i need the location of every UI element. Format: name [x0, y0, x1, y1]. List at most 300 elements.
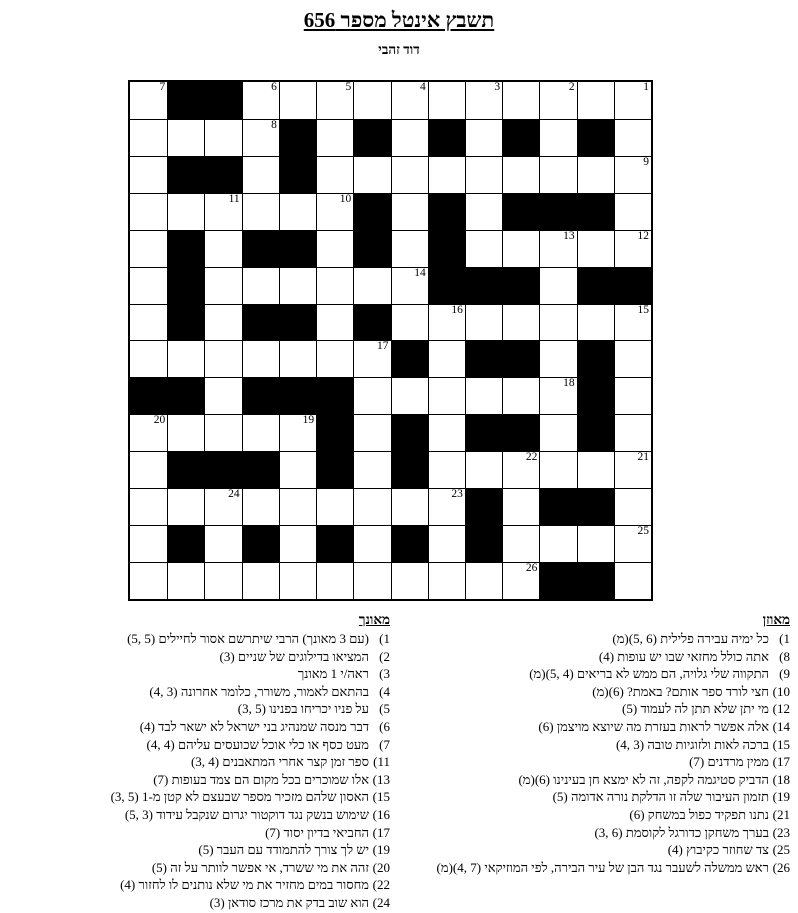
grid-cell[interactable] — [242, 193, 279, 230]
grid-cell[interactable] — [204, 377, 241, 414]
down-clues-column — [0, 611, 390, 912]
clue-text: (עם 3 מאונך) הרבי שיתרשם אסור לחיילים — [158, 631, 369, 646]
clue-text: אלו שמוכרים בכל מקום הם צמד בעופות — [171, 771, 369, 787]
page-author: דוד זהבי — [378, 42, 420, 57]
grid-cell[interactable] — [279, 267, 316, 304]
grid-cell[interactable] — [539, 230, 576, 267]
grid-cell-black — [353, 230, 390, 267]
grid-cell[interactable] — [391, 304, 428, 341]
grid-cell[interactable] — [539, 156, 576, 193]
grid-cell[interactable] — [316, 340, 353, 377]
page-title: תשבץ אינטל מספר 656 — [303, 8, 495, 32]
grid-cell[interactable] — [353, 525, 390, 562]
clue-lengths: (5) — [151, 859, 168, 875]
clue-number: 1) — [779, 631, 790, 646]
grid-cell[interactable] — [502, 377, 539, 414]
clue-lengths: (3, 5) — [237, 701, 266, 717]
grid-cell[interactable] — [614, 488, 651, 525]
grid-cell[interactable] — [428, 414, 465, 451]
grid-cell-black — [391, 414, 428, 451]
grid-cell[interactable] — [242, 562, 279, 599]
grid-cell[interactable] — [465, 230, 502, 267]
grid-cell[interactable] — [614, 340, 651, 377]
grid-cell-black — [577, 488, 614, 525]
grid-cell[interactable] — [279, 525, 316, 562]
grid-cell[interactable] — [204, 340, 241, 377]
grid-cell[interactable] — [242, 119, 279, 156]
grid-cell-black — [167, 82, 204, 119]
grid-cell[interactable] — [353, 340, 390, 377]
across-clue-list — [398, 630, 790, 876]
grid-cell[interactable] — [614, 304, 651, 341]
grid-cell[interactable] — [279, 451, 316, 488]
grid-cell[interactable] — [465, 193, 502, 230]
grid-cell[interactable] — [279, 488, 316, 525]
grid-cell[interactable] — [204, 414, 241, 451]
grid-cell[interactable] — [465, 82, 502, 119]
grid-cell[interactable] — [539, 82, 576, 119]
grid-cell[interactable] — [502, 304, 539, 341]
clue-down-4 — [0, 683, 390, 701]
grid-cell[interactable] — [204, 304, 241, 341]
clue-text: ברכה לאות ולזוגיות טובה — [647, 736, 769, 752]
grid-cell[interactable] — [316, 267, 353, 304]
grid-cell[interactable] — [316, 82, 353, 119]
grid-cell-black — [577, 193, 614, 230]
grid-cell[interactable] — [539, 304, 576, 341]
grid-cell[interactable] — [167, 193, 204, 230]
grid-cell[interactable] — [130, 82, 167, 119]
clue-number: 18) — [772, 771, 790, 787]
grid-cell[interactable] — [391, 156, 428, 193]
grid-cell[interactable] — [391, 119, 428, 156]
grid-cell[interactable] — [391, 230, 428, 267]
grid-cell-black — [465, 525, 502, 562]
clue-lengths: (4, 3) — [149, 683, 178, 699]
grid-cell[interactable] — [391, 267, 428, 304]
grid-cell[interactable] — [428, 451, 465, 488]
clue-number: 22) — [372, 877, 390, 893]
grid-cell-black — [577, 377, 614, 414]
clue-marker: (מ) — [529, 666, 546, 682]
grid-cell-black — [242, 525, 279, 562]
grid-cell[interactable] — [242, 414, 279, 451]
clue-lengths: (7) — [689, 754, 705, 770]
clue-number: 25) — [772, 842, 790, 858]
clue-number: 4) — [379, 683, 390, 699]
grid-cell[interactable] — [428, 377, 465, 414]
grid-cell[interactable] — [204, 119, 241, 156]
clue-marker: (מ) — [592, 683, 609, 699]
clue-number: 8) — [779, 648, 790, 664]
clue-number: 19) — [372, 842, 390, 858]
grid-cell-black — [465, 414, 502, 451]
clue-down-24 — [0, 894, 390, 912]
clue-text: על פניו יכריחו בפנינו — [269, 701, 369, 717]
grid-cell-black — [391, 451, 428, 488]
grid-cell-black — [279, 304, 316, 341]
cell-number: 16 — [451, 303, 463, 316]
grid-cell-black — [316, 525, 353, 562]
clue-lengths: (5, 5) — [127, 631, 156, 646]
grid-cell[interactable] — [353, 156, 390, 193]
clue-number: 5) — [379, 701, 390, 717]
clue-marker: (מ) — [436, 859, 453, 875]
grid-cell[interactable] — [316, 156, 353, 193]
grid-cell[interactable] — [130, 304, 167, 341]
clue-lengths: (3) — [209, 894, 225, 910]
grid-cell[interactable] — [204, 525, 241, 562]
grid-cell-black — [242, 304, 279, 341]
clue-lengths: (4, 3) — [615, 736, 645, 752]
grid-cell-black — [428, 230, 465, 267]
grid-cell[interactable] — [130, 119, 167, 156]
clue-down-22 — [0, 876, 390, 894]
grid-cell[interactable] — [130, 156, 167, 193]
grid-cell[interactable] — [279, 562, 316, 599]
grid-cell[interactable] — [167, 340, 204, 377]
clue-number: 15) — [372, 789, 390, 805]
clue-lengths: (3, 4) — [190, 754, 220, 770]
grid-cell[interactable] — [391, 193, 428, 230]
grid-cell[interactable] — [130, 488, 167, 525]
grid-cell-black — [204, 82, 241, 119]
grid-cell[interactable] — [539, 377, 576, 414]
grid-cell-black — [279, 230, 316, 267]
grid-cell-black — [502, 267, 539, 304]
clue-down-2 — [0, 648, 390, 666]
grid-cell[interactable] — [242, 267, 279, 304]
clue-text: זהה את מי ששרד, אי אפשר לוותר על זה — [170, 859, 369, 875]
grid-cell-black — [502, 119, 539, 156]
clue-text: בהתאם לאמור, משורר, כלומר אחרונה — [180, 683, 369, 699]
grid-cell-black — [316, 451, 353, 488]
clue-across-23 — [398, 824, 790, 842]
clue-lengths: (3, 6) — [594, 824, 623, 840]
grid-cell[interactable] — [465, 156, 502, 193]
grid-cell[interactable] — [539, 340, 576, 377]
grid-cell[interactable] — [316, 488, 353, 525]
grid-cell[interactable] — [130, 230, 167, 267]
grid-cell[interactable] — [204, 230, 241, 267]
grid-cell[interactable] — [130, 562, 167, 599]
grid-cell[interactable] — [279, 82, 316, 119]
clue-number: 17) — [372, 824, 390, 840]
grid-cell[interactable] — [130, 414, 167, 451]
grid-cell[interactable] — [204, 562, 241, 599]
grid-cell-black — [130, 377, 167, 414]
clue-lengths: (5, 4) — [545, 666, 574, 682]
clue-number: 3) — [379, 666, 390, 682]
clue-number: 7) — [379, 736, 390, 752]
grid-cell[interactable] — [316, 230, 353, 267]
grid-cell[interactable] — [428, 156, 465, 193]
grid-cell[interactable] — [316, 119, 353, 156]
clue-text: האסון שלהם מזכיר מספר שבעצם לא קטן מ-1 — [141, 789, 369, 805]
clue-text: אתה כולל מחזאי שבו יש עופות — [617, 648, 769, 664]
grid-cell[interactable] — [204, 488, 241, 525]
grid-cell-black — [204, 451, 241, 488]
clue-number: 21) — [772, 806, 790, 822]
grid-cell-black — [167, 304, 204, 341]
clue-text: מחסור במים מחזיר את מי שלא נותנים לו לחזור — [138, 877, 369, 893]
clue-lengths: (5) — [552, 789, 568, 805]
clue-lengths: (4) — [667, 842, 683, 858]
cell-number: 24 — [228, 488, 240, 501]
clue-across-17 — [398, 753, 790, 771]
clue-text: כל ימיה עבירה פלילית — [660, 631, 769, 646]
clue-text: תזמון העיבור שלה זו הדלקת נורה אדומה — [570, 789, 769, 805]
clue-down-16 — [0, 806, 390, 824]
clue-text: הוא שוב בדק את מרכז סודאן — [227, 894, 369, 910]
grid-cell[interactable] — [614, 562, 651, 599]
grid-cell[interactable] — [279, 193, 316, 230]
cell-number: 13 — [563, 229, 575, 242]
grid-cell-black — [242, 230, 279, 267]
grid-cell[interactable] — [353, 488, 390, 525]
grid-cell-black — [316, 377, 353, 414]
cell-number: 14 — [414, 266, 426, 279]
cell-number: 10 — [339, 192, 352, 205]
clue-number: 13) — [372, 771, 390, 787]
grid-cell-black — [391, 525, 428, 562]
clue-marker: (מ) — [518, 771, 535, 787]
grid-cell[interactable] — [353, 451, 390, 488]
grid-cell[interactable] — [167, 119, 204, 156]
cell-number: 25 — [637, 525, 649, 538]
grid-cell[interactable] — [614, 377, 651, 414]
clue-lengths: (5) — [198, 842, 214, 858]
clue-number: 1) — [379, 631, 390, 646]
grid-cell[interactable] — [502, 82, 539, 119]
clue-lengths: (3, 5) — [110, 789, 139, 805]
clue-text: התקווה שלי גלויה, הם ממש לא בריאים — [577, 666, 769, 682]
across-clues-column — [398, 611, 790, 876]
cell-number: 4 — [419, 81, 426, 93]
grid-cell[interactable] — [353, 414, 390, 451]
grid-cell[interactable] — [614, 119, 651, 156]
grid-cell-black — [167, 267, 204, 304]
grid-cell[interactable] — [577, 156, 614, 193]
clue-down-20 — [0, 859, 390, 877]
clue-down-15 — [0, 788, 390, 806]
grid-cell[interactable] — [130, 193, 167, 230]
grid-cell[interactable] — [204, 267, 241, 304]
grid-cell[interactable] — [130, 451, 167, 488]
grid-cell-black — [353, 193, 390, 230]
clue-across-25 — [398, 841, 790, 859]
across-header: מאוזן — [762, 612, 790, 627]
grid-cell[interactable] — [428, 562, 465, 599]
clue-text: החביאי בדיון יסוד — [283, 824, 369, 840]
grid-cell[interactable] — [428, 488, 465, 525]
grid-cell[interactable] — [167, 562, 204, 599]
clue-marker: (מ) — [612, 631, 629, 646]
clue-number: 11) — [373, 754, 390, 770]
grid-cell-black — [167, 230, 204, 267]
grid-cell[interactable] — [428, 340, 465, 377]
clue-across-18 — [398, 771, 790, 789]
grid-cell[interactable] — [577, 230, 614, 267]
grid-cell-black — [539, 562, 576, 599]
clue-across-9 — [398, 665, 790, 683]
clue-lengths: (6) — [629, 806, 645, 822]
clue-lengths: (6) — [538, 718, 554, 734]
grid-cell[interactable] — [204, 193, 241, 230]
grid-cell[interactable] — [353, 377, 390, 414]
clue-number: 17) — [772, 754, 790, 770]
grid-cell[interactable] — [577, 304, 614, 341]
grid-cell[interactable] — [502, 562, 539, 599]
grid-cell[interactable] — [465, 119, 502, 156]
grid-cell[interactable] — [242, 340, 279, 377]
grid-cell[interactable] — [614, 193, 651, 230]
grid-cell[interactable] — [465, 451, 502, 488]
clue-across-21 — [398, 806, 790, 824]
grid-cell-black — [242, 451, 279, 488]
grid-cell[interactable] — [242, 82, 279, 119]
grid-cell[interactable] — [614, 156, 651, 193]
clue-lengths: (4, 7) — [452, 859, 482, 875]
grid-cell-black — [577, 119, 614, 156]
cell-number: 8 — [271, 118, 277, 131]
grid-cell[interactable] — [539, 267, 576, 304]
grid-cell-black — [391, 340, 428, 377]
clue-lengths: (7) — [153, 771, 169, 787]
clue-down-19 — [0, 841, 390, 859]
grid-cell[interactable] — [614, 82, 651, 119]
grid-cell[interactable] — [502, 525, 539, 562]
grid-cell[interactable] — [242, 488, 279, 525]
clue-lengths: (5, 6) — [628, 631, 657, 646]
grid-cell-black — [204, 156, 241, 193]
grid-cell-black — [428, 267, 465, 304]
clue-number: 12) — [772, 701, 790, 717]
clue-across-14 — [398, 718, 790, 736]
clue-across-1 — [398, 630, 790, 648]
clue-text: מעט כסף או כלי אוכל שכועסים עליהם — [177, 736, 369, 752]
clue-across-26 — [398, 859, 790, 877]
clue-text: ספר זמן קצר אחרי המתאבנים — [222, 754, 369, 770]
clue-text: חצי לורד ספר אותם? באמת? — [627, 683, 769, 699]
cell-number: 23 — [451, 488, 463, 501]
grid-cell-black — [428, 119, 465, 156]
grid-cell-black — [465, 340, 502, 377]
grid-cell-black — [428, 193, 465, 230]
grid-cell[interactable] — [428, 304, 465, 341]
grid-cell[interactable] — [391, 488, 428, 525]
grid-cell[interactable] — [130, 267, 167, 304]
grid-cell[interactable] — [539, 451, 576, 488]
grid-cell[interactable] — [391, 562, 428, 599]
clue-across-10 — [398, 683, 790, 701]
clue-down-7 — [0, 736, 390, 754]
grid-cell[interactable] — [316, 562, 353, 599]
grid-cell[interactable] — [614, 451, 651, 488]
grid-cell[interactable] — [279, 414, 316, 451]
grid-cell[interactable] — [539, 119, 576, 156]
cell-number: 1 — [643, 81, 649, 93]
cell-number: 26 — [525, 562, 538, 575]
grid-cell[interactable] — [167, 488, 204, 525]
grid-cell-black — [502, 193, 539, 230]
grid-cell-black — [279, 377, 316, 414]
grid-cell[interactable] — [130, 340, 167, 377]
clue-down-17 — [0, 824, 390, 842]
grid-cell[interactable] — [614, 525, 651, 562]
grid-cell[interactable] — [353, 82, 390, 119]
grid-cell[interactable] — [353, 562, 390, 599]
grid-cell[interactable] — [502, 488, 539, 525]
grid-cell[interactable] — [316, 304, 353, 341]
grid-cell[interactable] — [539, 525, 576, 562]
grid-cell[interactable] — [465, 304, 502, 341]
grid-cell[interactable] — [502, 451, 539, 488]
clue-text: ראש ממשלה לשעבר נגד הבן של עיר הבירה, לפי המוזיקאי — [484, 859, 769, 875]
down-header: מאונך — [358, 612, 390, 627]
cell-number: 3 — [494, 81, 501, 93]
grid-cell[interactable] — [353, 267, 390, 304]
clue-number: 15) — [772, 736, 790, 752]
clue-number: 10) — [772, 683, 790, 699]
clue-down-13 — [0, 771, 390, 789]
cell-number: 15 — [637, 303, 649, 316]
clue-number: 9) — [779, 666, 790, 682]
clue-lengths: (5) — [622, 701, 638, 717]
clue-text: שימוש בנשק נגד דוקטור יגרום שנקבל עידוד — [156, 806, 369, 822]
grid-cell[interactable] — [428, 525, 465, 562]
clue-across-12 — [398, 700, 790, 718]
clue-lengths: (7) — [265, 824, 281, 840]
grid-cell[interactable] — [465, 562, 502, 599]
clue-text: יש לך צורך להתמודד עם העבר — [216, 842, 369, 858]
grid-cell[interactable] — [130, 525, 167, 562]
clue-lengths: (5, 3) — [124, 806, 154, 822]
grid-cell[interactable] — [279, 340, 316, 377]
grid-cell[interactable] — [577, 82, 614, 119]
grid-cell[interactable] — [614, 230, 651, 267]
cell-number: 7 — [159, 81, 166, 93]
clue-text: המציאו בדילוגים של שניים — [237, 648, 369, 664]
grid-cell[interactable] — [428, 82, 465, 119]
grid-cell[interactable] — [539, 414, 576, 451]
clue-down-5 — [0, 700, 390, 718]
grid-cell[interactable] — [577, 451, 614, 488]
grid-cell[interactable] — [465, 377, 502, 414]
clue-across-8 — [398, 648, 790, 666]
grid-cell-black — [577, 267, 614, 304]
grid-cell[interactable] — [316, 193, 353, 230]
clue-text: בערך משחקן כדורגל לקוסמת — [625, 824, 769, 840]
grid-cell-black — [465, 488, 502, 525]
grid-cell[interactable] — [391, 377, 428, 414]
grid-cell[interactable] — [502, 230, 539, 267]
grid-cell-black — [539, 193, 576, 230]
grid-cell[interactable] — [167, 414, 204, 451]
grid-cell[interactable] — [391, 82, 428, 119]
cell-number: 2 — [568, 81, 575, 93]
grid-cell[interactable] — [502, 156, 539, 193]
grid-cell[interactable] — [614, 414, 651, 451]
grid-cell-black — [353, 304, 390, 341]
grid-cell-black — [502, 340, 539, 377]
grid-cell[interactable] — [577, 525, 614, 562]
clue-lengths: (4) — [139, 718, 155, 734]
clue-down-1 — [0, 630, 390, 648]
cell-number: 11 — [228, 192, 240, 205]
grid-cell[interactable] — [242, 156, 279, 193]
grid-cell-black — [353, 119, 390, 156]
